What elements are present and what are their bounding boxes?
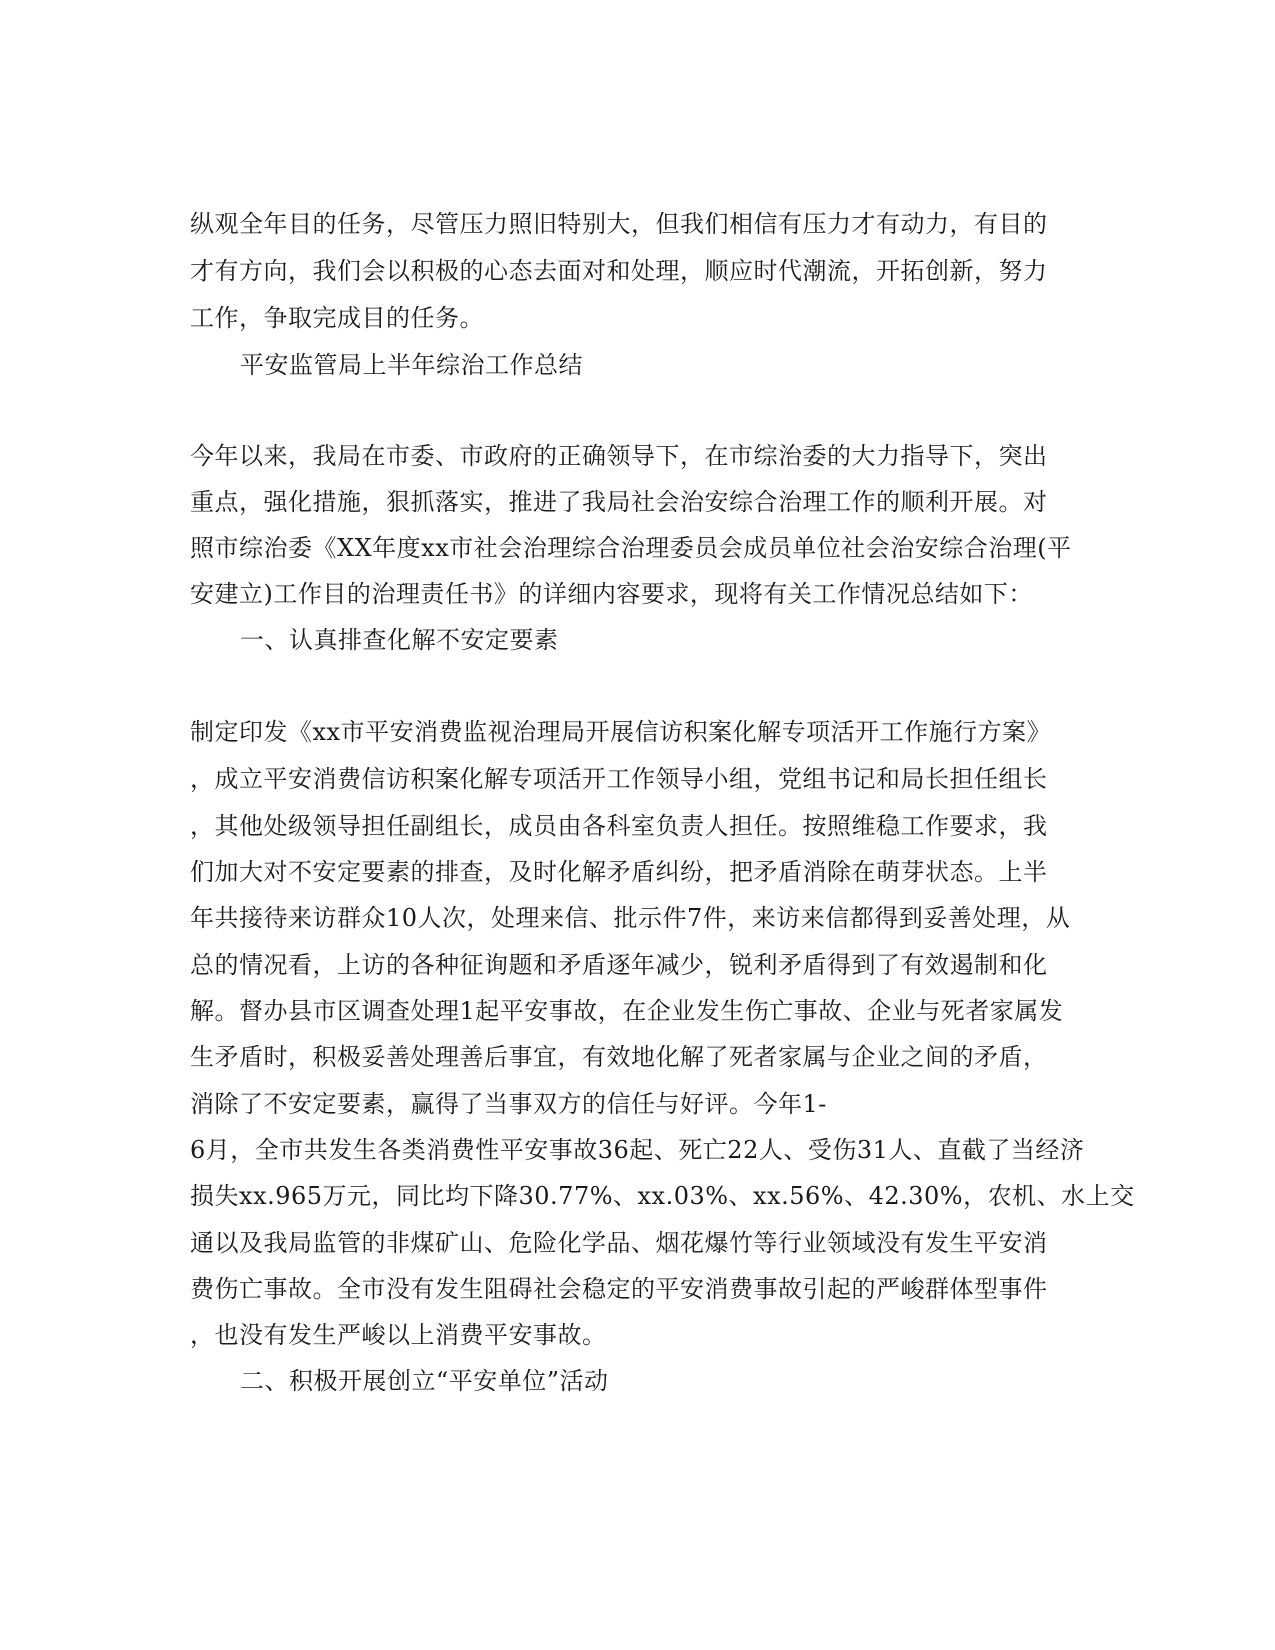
paragraph-line: 6月，全市共发生各类消费性平安事故36起、死亡22人、受伤31人、直截了当经济 <box>190 1136 1085 1164</box>
paragraph-line: 生矛盾时，积极妥善处理善后事宜，有效地化解了死者家属与企业之间的矛盾， <box>190 1043 1048 1071</box>
paragraph-line: 照市综治委《XX年度xx市社会治理综合治理委员会成员单位社会治安综合治理(平 <box>190 534 1072 562</box>
intro-line: 纵观全年目的任务，尽管压力照旧特别大，但我们相信有压力才有动力，有目的 <box>190 210 1048 238</box>
paragraph-line: 今年以来，我局在市委、市政府的正确领导下，在市综治委的大力指导下，突出 <box>190 442 1048 470</box>
document-title: 平安监管局上半年综治工作总结 <box>240 351 583 379</box>
paragraph-line: 消除了不安定要素，赢得了当事双方的信任与好评。今年1- <box>190 1090 827 1118</box>
paragraph-line: 制定印发《xx市平安消费监视治理局开展信访积案化解专项活开工作施行方案》 <box>190 718 1052 746</box>
paragraph-line: 年共接待来访群众10人次，处理来信、批示件7件，来访来信都得到妥善处理，从 <box>190 904 1071 932</box>
intro-line: 工作，争取完成目的任务。 <box>190 304 484 332</box>
paragraph-line: 重点，强化措施，狠抓落实，推进了我局社会治安综合治理工作的顺利开展。对 <box>190 488 1048 516</box>
intro-line: 才有方向，我们会以积极的心态去面对和处理，顺应时代潮流，开拓创新，努力 <box>190 257 1048 285</box>
paragraph-line: ，其他处级领导担任副组长，成员由各科室负责人担任。按照维稳工作要求，我 <box>190 812 1048 840</box>
paragraph-line: ，成立平安消费信访积案化解专项活开工作领导小组，党组书记和局长担任组长 <box>190 765 1048 793</box>
paragraph-line: 损失xx.965万元，同比均下降30.77%、xx.03%、xx.56%、42.30%，农机、水上交 <box>190 1182 1135 1210</box>
paragraph-line: 费伤亡事故。全市没有发生阻碍社会稳定的平安消费事故引起的严峻群体型事件 <box>190 1275 1048 1303</box>
paragraph-line: 通以及我局监管的非煤矿山、危险化学品、烟花爆竹等行业领域没有发生平安消 <box>190 1229 1048 1257</box>
paragraph-line: 总的情况看，上访的各种征询题和矛盾逐年减少，锐利矛盾得到了有效遏制和化 <box>190 951 1048 979</box>
section-heading-2: 二、积极开展创立“平安单位”活动 <box>240 1367 609 1395</box>
paragraph-line: 安建立)工作目的治理责任书》的详细内容要求，现将有关工作情况总结如下： <box>190 580 1033 608</box>
paragraph-line: 解。督办县市区调查处理1起平安事故，在企业发生伤亡事故、企业与死者家属发 <box>190 997 1064 1025</box>
paragraph-line: 们加大对不安定要素的排查，及时化解矛盾纠纷，把矛盾消除在萌芽状态。上半 <box>190 858 1048 886</box>
paragraph-line: ，也没有发生严峻以上消费平安事故。 <box>190 1321 607 1349</box>
section-heading-1: 一、认真排查化解不安定要素 <box>240 626 559 654</box>
